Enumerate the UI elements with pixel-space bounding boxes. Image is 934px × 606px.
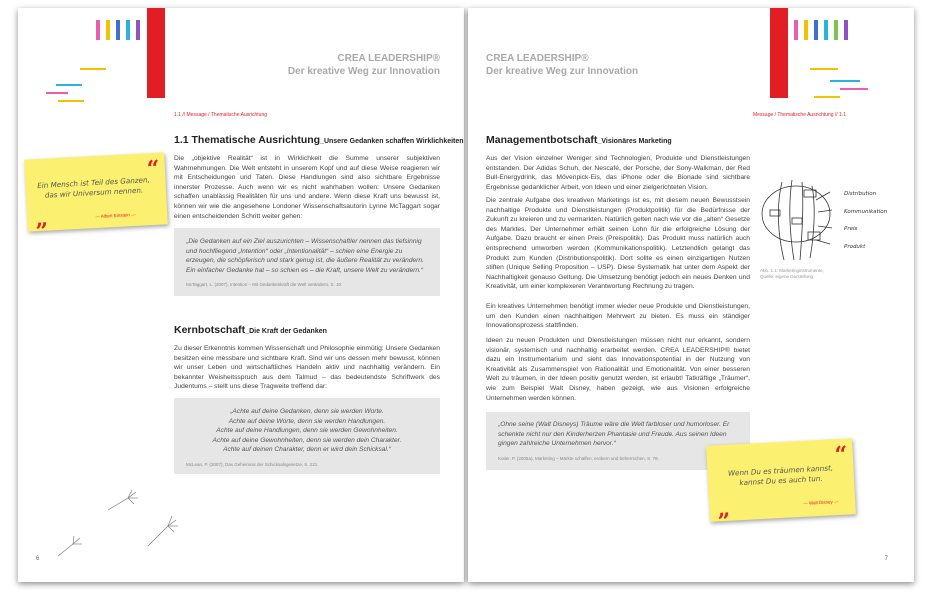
section-heading: Kernbotschaft_Die Kraft der Gedanken (174, 324, 327, 336)
quote-mark-icon: „ (34, 205, 49, 233)
note-author: — Albert Einstein — (95, 211, 136, 220)
figure-labels: Distribution Kommunikation Preis Produkt (844, 191, 888, 250)
deco-line (46, 92, 68, 94)
quote-box (174, 398, 440, 474)
body-paragraph: Zu dieser Erkenntnis kommen Wissenschaft und Philosophie einmütig: Unsere Gedanken besitzen eine messbare und sichtbare Kraft. Sind wir uns dessen mehr bewusst, können wir unser Leben und wirtschaftliches Handeln aktiv und nachhaltig verändern. Ein bekannter Weisheitsspruch aus dem Talmud – das bedeutendste Schriftwerk des Judentums – stellt uns diese Tragweite treffend dar: (174, 345, 440, 391)
color-stripe (804, 20, 808, 40)
deco-line (810, 68, 838, 70)
sticky-note (706, 438, 856, 522)
deco-line (840, 88, 868, 90)
brand-title: CREA LEADERSHIP® Der kreative Weg zur Innovation (486, 53, 639, 77)
body-paragraph: Ein kreatives Unternehmen benötigt immer wieder neue Produkte und Dienstleistungen, um den Kunden einen nachhaltigen Mehrwert zu bieten. Es muss ein ständiger Innovationsprozess stattfinden. (486, 303, 750, 330)
color-stripe (136, 20, 140, 40)
page-number: 6 (36, 556, 40, 562)
color-stripe (814, 20, 818, 40)
body-paragraph: Die „objektive Realität“ ist in Wirklichkeit die Summe unserer subjektiven Wahrnehmungen. Die Welt entsteht in unserem Kopf und auf diese Weise reagieren wir mit Entscheidungen und Taten. Diese Handlungen sind also sichtbare Ergebnisse innerster Prozesse. Auch wenn wir es nicht wahrhaben wollen: Unsere Gedanken schaffen unablässig Realitäten für uns und andere. Wenn diese Kraft uns bewusst ist, können wir wie die angesehene Londoner Wissenschaftsautorin Lynne McTaggart sogar einen entscheidenden Schritt weiter gehen: (174, 155, 440, 220)
deco-line (56, 84, 82, 86)
quote-source: McLean, P. (2007), Das Geheimnis der Schicksalsgesetze, S. 221. (186, 462, 319, 467)
color-stripe (126, 20, 130, 40)
sticky-note (24, 152, 168, 231)
brand-title: CREA LEADERSHIP® Der kreative Weg zur Innovation (287, 53, 440, 77)
note-author: — Walt Disney — (803, 499, 839, 506)
breadcrumb: Message / Thematische Ausrichtung // 1.1 (752, 112, 846, 118)
body-paragraph: Die zentrale Aufgabe des kreativen Marketings ist es, mit diesem neuen Bewusstsein nachhaltige Produkte und Dienstleistungen (Produktpolitik) für die Bedürfnisse der Zukunft zu kreieren und zu vermarkten. Natürlich gelten nach wie vor die „alten“ Gesetze des Marktes. Der Unternehmer erhält seinen Lohn für die erfolgreiche Lösung der Aufgabe. Dazu braucht er einen Preis (Preispolitik). Das Produkt muss natürlich auch entsprechend umworben werden (Kommunikationspolitik). Letztendlich gelangt das Produkt zum Kunden (Distributionspolitik). Dort sollte es einen einzigartigen Nutzen stiften (Unique Selling Proposition – USP). Diese Systematik hat unter dem Aspekt der Nachhaltigkeit genauso Geltung. Die Umsetzung benötigt jedoch ein neues Denken und Kreativität, um einer komplexeren Verantwortung Rechnung zu tragen. (486, 197, 750, 291)
color-stripe (96, 20, 100, 40)
body-paragraph: Aus der Vision einzelner Weniger sind Technologien, Produkte und Dienstleistungen entstanden. Der Adidas Schuh, der Nescafé, der Porsche, der Sony-Walkman, der Red Bull-Energydrink, das Mövenpick-Eis, das iPhone oder die Bionade sind sichtbare Ergebnisse gedanklicher Arbeit, von Ideen und einer zielgerichteten Vision. (486, 155, 750, 191)
quote-mark-icon: „ (716, 495, 731, 523)
right-page (468, 8, 914, 582)
deco-line (830, 80, 860, 82)
quote-box (174, 228, 440, 296)
color-stripe (794, 20, 798, 40)
section-heading: Managementbotschaft_Visionäres Marketing (486, 134, 672, 146)
section-heading: 1.1 Thematische Ausrichtung_Unsere Gedanken schaffen Wirklichkeiten (174, 134, 464, 146)
note-text: Wenn Du es träumen kannst, kannst Du es auch tun. (727, 463, 834, 487)
deco-line (814, 96, 840, 98)
quote-mark-icon: “ (146, 155, 161, 183)
color-stripe (844, 20, 848, 40)
color-stripe (116, 20, 120, 40)
marketing-instruments-sketch (758, 176, 838, 266)
quote-source: McTaggart, L. (2007), Intention – Mit Gedankenkraft die Welt verändern, S. 10. (186, 282, 343, 287)
quote-source: Kotler, P. (2005a), Marketing – Märkte schaffen, erobern und beherrschen, S. 78. (498, 456, 659, 461)
breadcrumb: 1.1 // Message / Thematische Ausrichtung (174, 112, 268, 118)
note-text: Ein Mensch ist Teil des Ganzen, das wir Universum nennen. (36, 175, 151, 200)
left-page (18, 8, 464, 582)
quote-mark-icon: “ (834, 441, 849, 469)
body-paragraph: Ideen zu neuen Produkten und Dienstleistungen müssen nicht nur erkannt, sondern visionär, systemisch und nachhaltig erarbeitet werden. CREA LEADERSHIP® bietet dazu ein Instrumentarium und sieht das Innovationspotential in der Nutzung von Kreativität als Zusammenspiel von Rationalität und Emotionalität. Von einer besseren Welt zu träumen, in der Ideen positiv genutzt werden, ist erlaubt! Tatkräftige „Träumer“, wie zum Beispiel Walt Disney, haben gezeigt, wie aus Visionen erfolgreiche Unternehmen werden können. (486, 337, 750, 402)
quote-text: „Achte auf deine Gedanken, denn sie werden Worte. Achte auf deine Worte, denn sie werden Handlungen. Achte auf deine Handlungen, denn sie werden Gewohnheiten. Achte auf deine Gewohnheiten, denn sie werden dein Charakter. Achte auf deinen Charakter, denn er wird dein Schicksal.“ (212, 408, 402, 454)
color-stripe (106, 20, 110, 40)
dandelion-seeds-icon (48, 478, 208, 568)
quote-text: „Ohne seine (Walt Disneys) Träume wäre die Welt farbloser und humorloser. Er schenkte nicht nur den Kinderherzen Phantasie und Freude. Aus seinen Ideen gingen zahlreiche Unternehmen hervor.“ (498, 421, 730, 448)
red-accent-bar (770, 8, 788, 98)
quote-text: „Die Gedanken auf ein Ziel auszurichten – Wissenschaftler nennen das tiefsinnig und hochfliegend „Intention“ oder „Intentionalität“ – schien eine Energie zu erzeugen, die schöpferisch und stark genug ist, die äußere Realität zu verändern. Ein einfacher Gedanke hat – so schien es – die Kraft, unsere Welt zu verändern.“ (186, 238, 424, 274)
color-stripe (834, 20, 838, 40)
figure-caption: Abb. 1.1: Marketinginstrumente, Quelle: eigene Darstellung (760, 268, 824, 279)
deco-line (80, 68, 106, 70)
deco-line (58, 100, 84, 102)
color-stripe (824, 20, 828, 40)
page-number: 7 (884, 556, 888, 562)
red-accent-bar (147, 8, 165, 98)
